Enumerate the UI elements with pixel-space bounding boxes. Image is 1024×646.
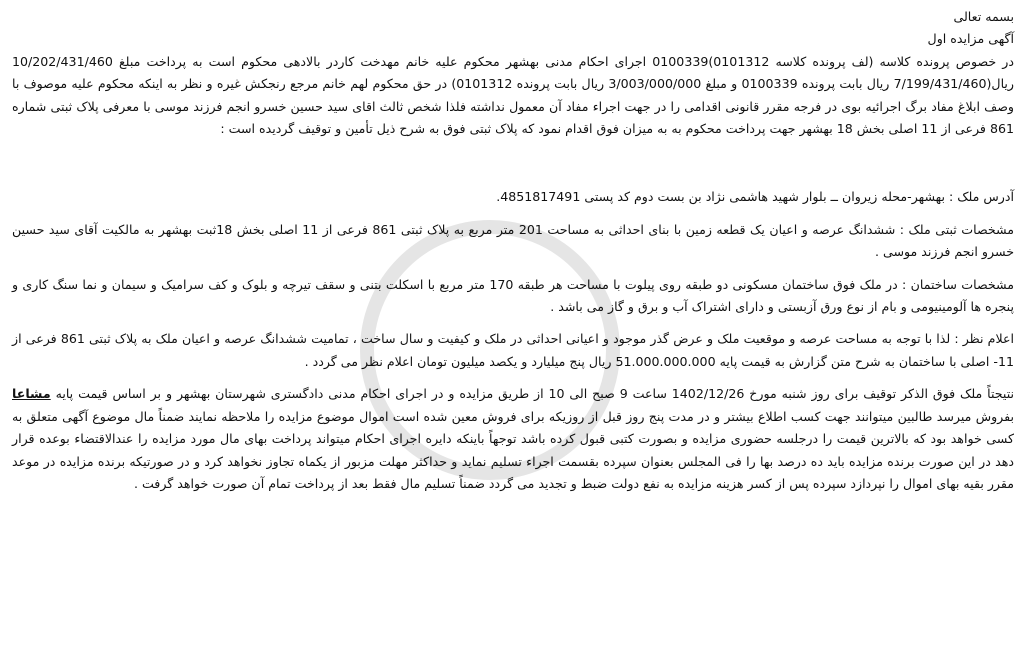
valuation-statement: اعلام نظر : لذا با توجه به مساحت عرصه و موقعیت ملک و عرض گذر موجود و اعیانی احداثی در ملک و کیفیت و سال ساخت ، تمامیت ششدانگ عرصه و اعیان ملک به پلاک ثبتی 861 فرعی از 11- اصلی با ساختمان به شرح متن گزارش به قیمت پایه 51.000.000.000 ریال پنج میلیارد و یکصد میلیون تومان اعلام نظر می گردد . (12, 331, 1014, 369)
conclusion-text-start: نتیجتاً ملک فوق الذکر توقیف برای روز شنبه مورخ 1402/12/26 ساعت 9 صبح الی 10 از طریق مزایده و در اجرای احکام مدنی دادگستری شهرستان بهشهر و بر اساس قیمت پایه (50, 386, 1015, 402)
spacer (12, 140, 1014, 186)
spacer (12, 209, 1014, 219)
intro-paragraph: در خصوص پرونده کلاسه (لف پرونده کلاسه 0101312)0100339 اجرای احکام مدنی بهشهر محکوم علیه خانم مهدخت کاردر بالادهی محکوم است به پرداخت مبلغ 10/202/431/460 ریال(7/199/431/460 ریال بابت پرونده 0100339 و مبلغ 3/003/000/000 ریال بابت پرونده 0101312) در حق محکوم لهم خانم مرجع رنجکش غیره و نظر به اینکه محکوم علیه موصوف با وصف ابلاغ مفاد برگ اجرائیه بوی در فرجه مقرر قانونی اقدامی را در جهت اجراء مفاد آن معمول نداشته فلذا شخص ثالث اقای سید حسین خسرو انجم فرزند موسی با معرفی پلاک ثبتی شماره 861 فرعی از 11 اصلی بخش 18 بهشهر جهت پرداخت محکوم به به میزان فوق اقدام نمود که پلاک ثبتی فوق به شرح ذیل تأمین و توقیف گردیده است : (12, 53, 1014, 137)
property-address: آدرس ملک : بهشهر-محله زیروان ــ بلوار شهید هاشمی نژاد بن بست دوم کد پستی 4851817491. (496, 189, 1014, 205)
registration-details: مشخصات ثبتی ملک : ششدانگ عرصه و اعیان یک قطعه زمین با بنای احداثی به مساحت 201 متر مربع به پلاک ثبتی 861 فرعی از 11 اصلی بخش 18ثبت بهشهر به مالکیت آقای سید حسین خسرو انجم فرزند موسی . (12, 221, 1015, 260)
spacer (12, 264, 1014, 274)
spacer (12, 373, 1014, 383)
spacer (12, 318, 1014, 328)
building-details: مشخصات ساختمان : در ملک فوق ساختمان مسکونی دو طبقه روی پیلوت با مساحت هر طبقه 170 متر مربع با اسکلت بتنی و سقف تیرچه و بلوک و کف سرامیک و سیمان و نما سنگ کاری و پنجره ها آلومینیومی و بام از نوع ورق آزبستی و دارای اشتراک آب و برق و گاز می باشد . (12, 276, 1014, 315)
notice-title: آگهی مزایده اول (927, 31, 1014, 47)
conclusion-paragraph (12, 383, 1014, 495)
conclusion-text-end: بفروش میرسد طالبین میتوانند جهت کسب اطلاع بیشتر و در مدت پنج روز قبل از روزیکه برای فروش معین شده است اموال موضوع مزایده را ملاحظه نمایند ضمناً مال موضوع آگهی متعلق به کسی خواهد بود که بالاترین قیمت را درجلسه حضوری مزایده و بصورت کتبی قبول کرده باشد توجهاً باینکه دایره اجرای احکام میتواند پرداخت بهای مال مورد مزایده را عندالاقتضاء بوعده قرار دهد در این صورت برنده مزایده باید ده درصد بها را فی المجلس بعنوان سپرده بقسمت اجراء تسلیم نماید و حداکثر مهلت مزبور از یکماه تجاوز نخواهد کرد و در صورتیکه برنده مزایده در موعد مقرر بقیه بهای اموال را نپردازد سپرده پس از کسر هزینه مزایده به نفع دولت ضبط و تجدید می گردد ضمناً تسلیم مال فقط بعد از پرداخت تمام آن صورت خواهد گرفت . (12, 408, 1014, 491)
basmala-heading: بسمه تعالی (953, 9, 1014, 24)
conclusion-bold-word: مشاعا (12, 386, 51, 402)
